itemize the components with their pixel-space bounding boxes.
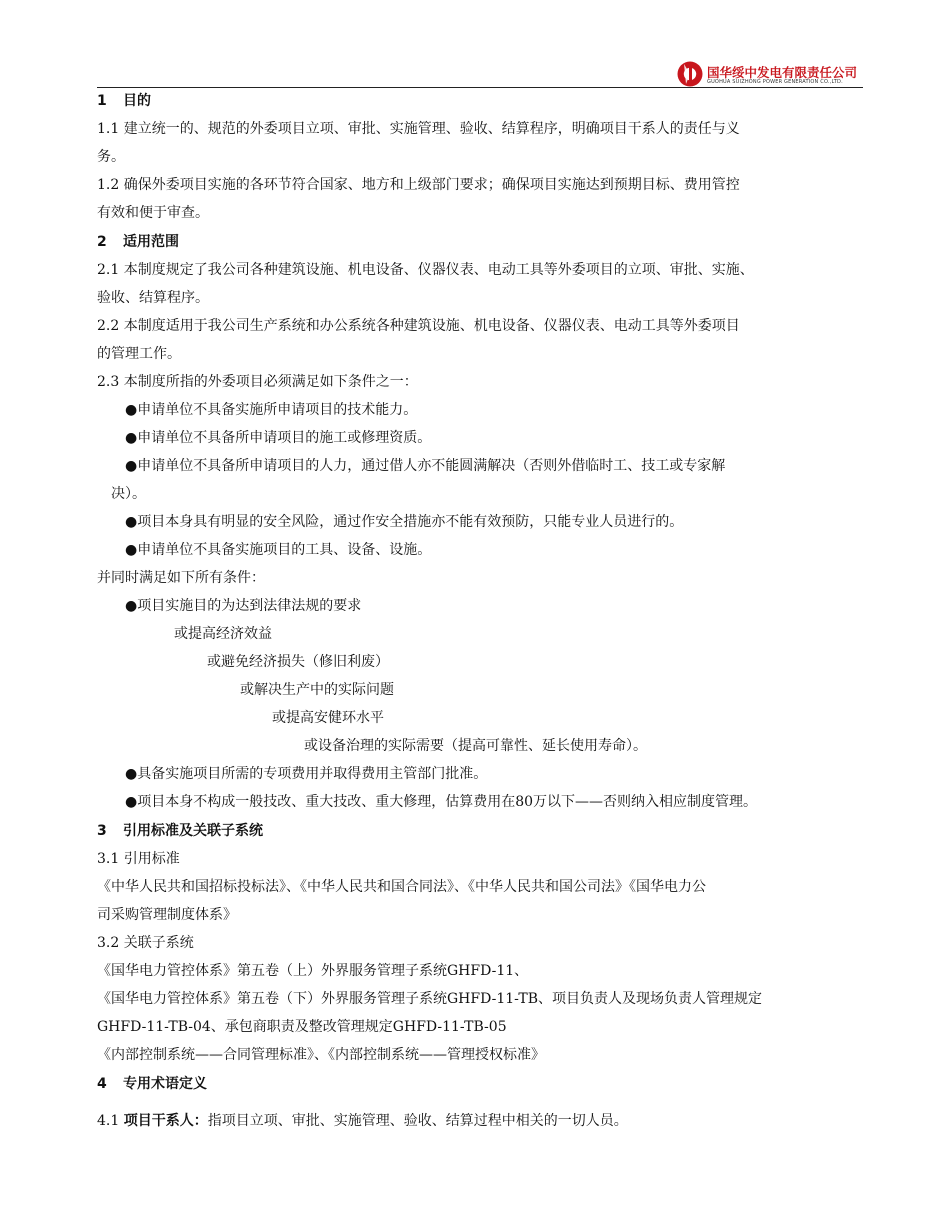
definition-number: 4.1 [97,1113,124,1129]
alternative-item: 或避免经济损失（修旧利废） [207,654,389,670]
definition-4-1 [97,1111,628,1131]
logo-company-name-en: GUOHUA SUIZHONG POWER GENERATION CO.,LTD. [707,79,843,85]
company-logo [676,60,866,88]
section-3-heading [97,821,263,841]
definition-term: 项目干系人： [123,1113,208,1129]
header-rule [97,87,863,88]
bullet-item: ●项目实施目的为达到法律法规的要求 [125,598,362,614]
section-title: 引用标准及关联子系统 [123,823,263,839]
paragraph-2-2-line-2: 的管理工作。 [97,346,181,362]
alternative-item: 或提高安健环水平 [272,710,384,726]
section-number: 2 [97,234,107,250]
alternative-item: 或解决生产中的实际问题 [240,682,394,698]
section-title: 专用术语定义 [123,1076,207,1092]
paragraph-1-2-line-1: 1.2 确保外委项目实施的各环节符合国家、地方和上级部门要求；确保项目实施达到预期目标、费用管控 [97,177,740,193]
company-logo-icon [676,60,704,88]
alternative-item: 或设备治理的实际需要（提高可靠性、延长使用寿命）。 [304,738,647,754]
bullet-item: ●项目本身不构成一般技改、重大技改、重大修理，估算费用在80万以下——否则纳入相应制度管理。 [125,794,758,810]
paragraph-2-3: 2.3 本制度所指的外委项目必须满足如下条件之一： [97,374,418,390]
alternative-item: 或提高经济效益 [174,626,272,642]
section-number: 4 [97,1076,107,1092]
subsection-3-2: 3.2 关联子系统 [97,935,194,951]
bullet-item: ●具备实施项目所需的专项费用并取得费用主管部门批准。 [125,766,488,782]
subsection-3-1: 3.1 引用标准 [97,851,180,867]
section-1-heading [97,91,151,111]
paragraph-2-1-line-2: 验收、结算程序。 [97,290,209,306]
related-system-line-2: 《国华电力管控体系》第五卷（下）外界服务管理子系统GHFD-11-TB、项目负责人及现场负责人管理规定 [97,991,762,1007]
bullet-item: ●申请单位不具备所申请项目的施工或修理资质。 [125,430,432,446]
paragraph-1-2-line-2: 有效和便于审查。 [97,205,209,221]
section-title: 目的 [123,93,151,109]
related-system-line-1: 《国华电力管控体系》第五卷（上）外界服务管理子系统GHFD-11、 [97,963,529,979]
section-2-heading [97,232,179,252]
section-title: 适用范围 [123,234,179,250]
bullet-item: ●申请单位不具备实施项目的工具、设备、设施。 [125,542,432,558]
paragraph-1-1-line-2: 务。 [97,149,125,165]
section-number: 1 [97,93,107,109]
section-number: 3 [97,823,107,839]
bullet-item: ●申请单位不具备实施所申请项目的技术能力。 [125,402,418,418]
bullet-item-continuation: 决）。 [111,486,146,502]
logo-company-name: 国华绥中发电有限责任公司 [707,65,858,80]
reference-list-line-1: 《中华人民共和国招标投标法》、《中华人民共和国合同法》、《中华人民共和国公司法》《国华电力公 [97,879,706,895]
paragraph-1-1-line-1: 1.1 建立统一的、规范的外委项目立项、审批、实施管理、验收、结算程序，明确项目干系人的责任与义 [97,121,740,137]
paragraph-2-1-line-1: 2.1 本制度规定了我公司各种建筑设施、机电设备、仪器仪表、电动工具等外委项目的立项、审批、实施、 [97,262,754,278]
reference-list-line-2: 司采购管理制度体系》 [97,907,237,923]
related-system-line-4: 《内部控制系统——合同管理标准》、《内部控制系统——管理授权标准》 [97,1047,545,1063]
conditions-intro: 并同时满足如下所有条件： [97,570,265,586]
section-4-heading [97,1074,207,1094]
paragraph-2-2-line-1: 2.2 本制度适用于我公司生产系统和办公系统各种建筑设施、机电设备、仪器仪表、电动工具等外委项目 [97,318,740,334]
bullet-item: ●申请单位不具备所申请项目的人力，通过借人亦不能圆满解决（否则外借临时工、技工或专家解 [125,458,726,474]
definition-text: 指项目立项、审批、实施管理、验收、结算过程中相关的一切人员。 [207,1113,628,1129]
related-system-line-3: GHFD-11-TB-04、承包商职责及整改管理规定GHFD-11-TB-05 [97,1019,507,1035]
bullet-item: ●项目本身具有明显的安全风险，通过作安全措施亦不能有效预防，只能专业人员进行的。 [125,514,684,530]
